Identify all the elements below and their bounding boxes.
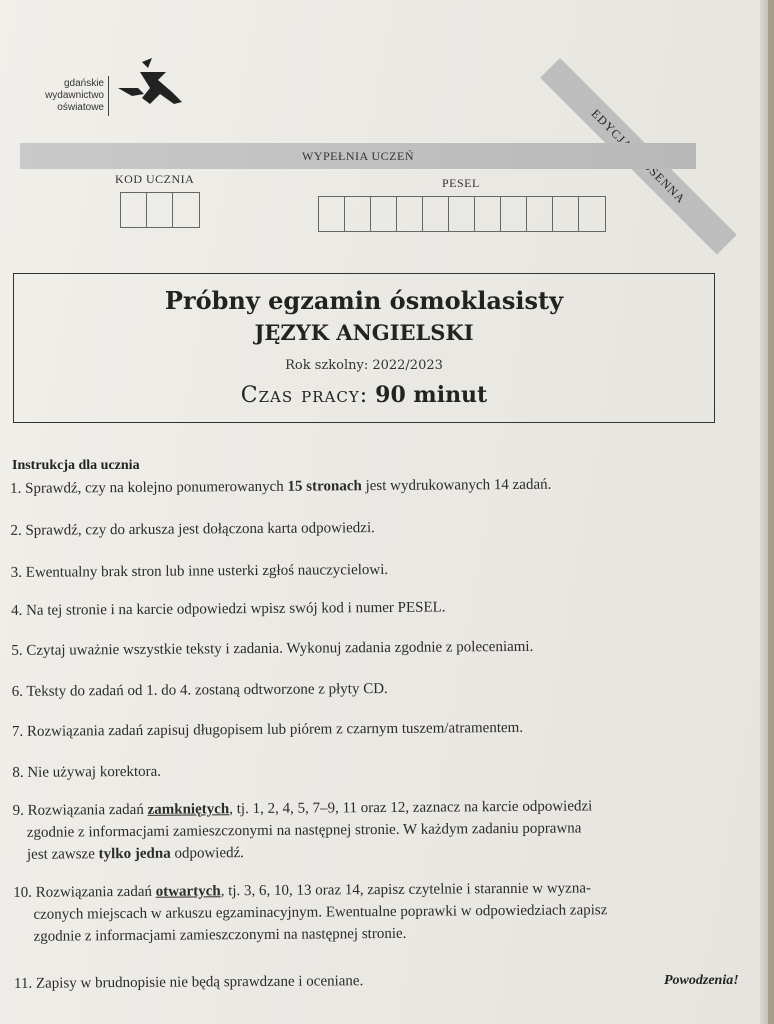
item-number: 1. [10,480,22,497]
publisher-name [18,78,104,114]
item-number: 3. [10,564,23,581]
item-underlined-text: otwartych [155,883,221,900]
item-number: 5. [11,642,23,659]
time-value: 90 minut [375,382,488,408]
publisher-line-2: wydawnictwo [45,90,104,101]
publisher-line-1: gdańskie [63,78,104,89]
item-bold-text: tylko jedna [98,845,171,863]
item-text: Sprawdź, czy do arkusza jest dołączona karta odpowiedzi. [25,520,375,539]
item-number: 8. [12,764,24,781]
kod-ucznia-boxes[interactable] [120,192,200,228]
item-number: 11. [13,975,33,992]
pesel-cell[interactable] [527,197,553,231]
item-text: Rozwiązania zadań [35,883,156,901]
item-text: Czytaj uważnie wszystkie teksty i zadania. Wykonuj zadania zgodnie z poleceniami. [26,638,534,659]
pesel-cell[interactable] [319,197,345,231]
item-continuation [13,838,753,866]
exam-title: Próbny egzamin ósmoklasisty [164,286,564,315]
item-text: jest zawsze [26,846,99,863]
item-number: 2. [10,522,22,539]
item-text: Na tej stronie i na karcie odpowiedzi wpisz swój kod i numer PESEL. [25,599,446,619]
pesel-boxes[interactable] [318,196,606,232]
item-bold-text: 15 stronach [287,478,362,495]
exam-title-box [13,273,715,423]
pesel-cell[interactable] [475,197,501,231]
time-label: Czas pracy: [240,383,369,408]
publisher-logo [18,58,198,120]
pesel-cell[interactable] [579,197,605,231]
pesel-cell[interactable] [345,197,371,231]
item-continuation: zgodnie z informacjami zamieszczonymi na następnej stronie. [33,925,407,945]
item-text: Sprawdź, czy na kolejno ponumerowanych [25,478,288,497]
instruction-item [13,876,753,948]
item-text: Nie używaj korektora. [27,763,162,781]
instruction-item [13,794,753,866]
pesel-label: PESEL [442,176,480,190]
item-text: jest wydrukowanych 14 zadań. [361,476,552,495]
instruction-item [12,675,752,703]
item-text: Zapisy w brudnopisie nie będą sprawdzane i oceniane. [35,973,364,992]
pesel-cell[interactable] [371,197,397,231]
good-luck-text: Powodzenia! [664,973,739,988]
item-number: 7. [11,723,24,740]
item-number: 10. [13,884,33,901]
page-edge [760,0,768,1024]
item-text: Teksty do zadań od 1. do 4. zostaną odtworzone z płyty CD. [26,680,388,700]
item-number: 6. [11,683,23,700]
logo-divider [108,76,109,116]
item-continuation: zgodnie z informacjami zamieszczonymi na następnej stronie. W każdym zadaniu poprawna [26,820,582,841]
instruction-item [10,472,750,500]
pesel-cell[interactable] [501,197,527,231]
item-underlined-text: zamkniętych [147,801,230,818]
instruction-item [11,556,751,584]
student-fill-band [20,143,696,169]
pesel-cell[interactable] [449,197,475,231]
pesel-cell[interactable] [397,197,423,231]
instruction-item [11,594,751,622]
school-year: Rok szkolny: 2022/2023 [285,358,443,373]
item-text: Ewentualny brak stron lub inne usterki zgłoś nauczycielowi. [25,561,389,581]
instruction-item [12,756,752,784]
item-text: Rozwiązania zadań zapisuj długopisem lub piórem z czarnym tuszem/atramentem. [26,719,524,740]
item-number: 4. [10,602,23,619]
instruction-item [10,514,750,542]
instruction-item [12,715,752,743]
instruction-item [11,634,751,662]
band-label: WYPEŁNIA UCZEŃ [302,149,414,163]
item-continuation: czonych miejscach w arkuszu egzaminacyjnym. Ewentualne poprawki w odpowiedziach zapisz [33,902,608,923]
item-text: , tj. 3, 6, 10, 13 oraz 14, zapisz czytelnie i starannie w wyzna- [220,880,592,900]
kod-label: KOD UCZNIA [115,172,195,186]
kod-cell[interactable] [173,193,199,227]
item-text: odpowiedź. [170,845,245,862]
pesel-cell[interactable] [423,197,449,231]
runner-logo-icon [114,58,194,114]
instructions-heading: Instrukcja dla ucznia [12,458,140,473]
item-number: 9. [12,802,24,819]
exam-subject: JĘZYK ANGIELSKI [254,320,474,345]
kod-cell[interactable] [121,193,147,227]
instruction-item [14,967,754,995]
publisher-line-3: oświatowe [57,102,104,113]
item-text: Rozwiązania zadań [27,801,148,819]
pesel-cell[interactable] [553,197,579,231]
exam-time [14,382,714,408]
item-text: , tj. 1, 2, 4, 5, 7–9, 11 oraz 12, zaznacz na karcie odpowiedzi [229,798,593,818]
kod-cell[interactable] [147,193,173,227]
